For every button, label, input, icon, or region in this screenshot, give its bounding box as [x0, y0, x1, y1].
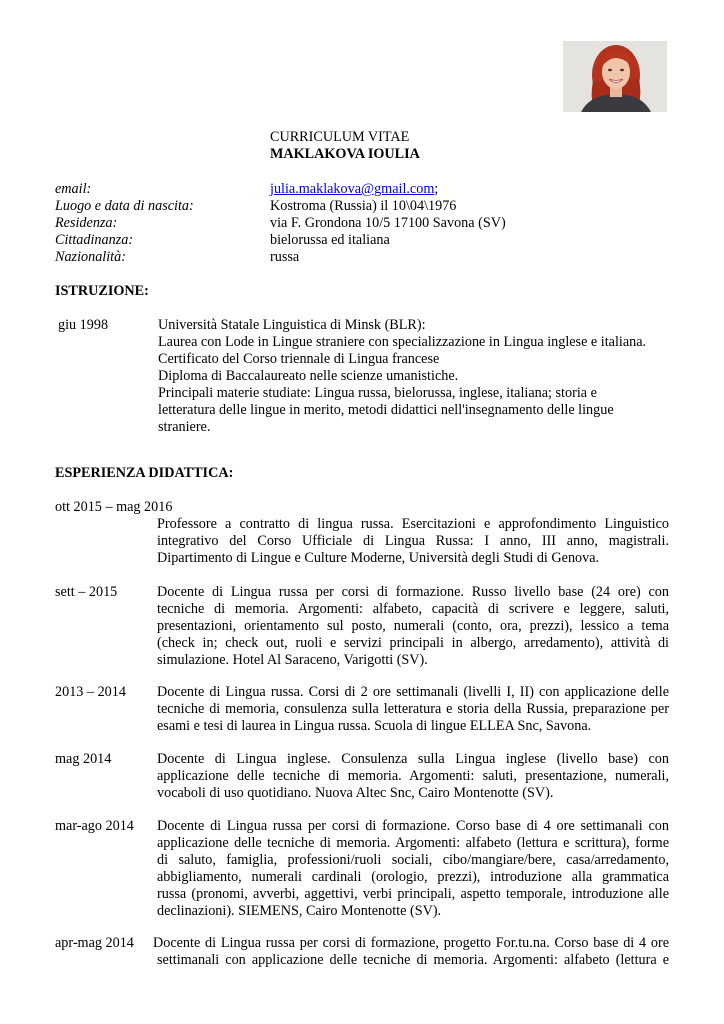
experience-line: presentazioni, orientamento sul posto, numerali (conto, ora, prezzi), lessico a tema [157, 618, 669, 634]
email-label: email: [55, 181, 92, 197]
experience-line: Docente di Lingua russa per corsi di formazione. Russo livello base (24 ore) con [157, 584, 669, 600]
experience-line: Docente di Lingua russa per corsi di formazione. Corso base di 4 ore settimanali con [157, 818, 669, 834]
education-heading: ISTRUZIONE: [55, 283, 149, 299]
experience-line: tecniche di memoria, consulenza sulla letteratura e storia della Russia, preparazione per [157, 701, 669, 717]
residence-value: via F. Grondona 10/5 17100 Savona (SV) [270, 215, 506, 231]
education-line: Diploma di Baccalaureato nelle scienze umanistiche. [158, 368, 459, 384]
experience-line: Docente di Lingua russa per corsi di formazione, progetto For.tu.na. Corso base di 4 ore [153, 935, 669, 951]
education-line: Certificato del Corso triennale di Lingua francese [158, 351, 440, 367]
experience-line: vocaboli di uso quotidiano. Nuova Altec Snc, Cairo Montenotte (SV). [157, 785, 554, 801]
education-date: giu 1998 [58, 317, 109, 333]
education-line: Principali materie studiate: Lingua russa, bielorussa, inglese, italiana; storia e [158, 385, 597, 401]
experience-line: abbigliamento, numerali cardinali (orologio, prezzi), introduzione alla grammatica [157, 869, 669, 885]
experience-date: apr-mag 2014 [55, 935, 134, 951]
birth-value: Kostroma (Russia) il 10\04\1976 [270, 198, 457, 214]
experience-line: declinazioni). SIEMENS, Cairo Montenotte (SV). [157, 903, 442, 919]
experience-entry [157, 684, 669, 735]
experience-line: esami e tesi di laurea in Lingua russa. Scuola di lingue ELLEA Snc, Savona. [157, 718, 592, 734]
education-details [158, 317, 646, 436]
nationality-label: Nazionalità: [55, 249, 126, 265]
candidate-name: MAKLAKOVA IOULIA [270, 146, 420, 162]
document-title: CURRICULUM VITAE [270, 129, 410, 145]
experience-entry [157, 584, 669, 669]
education-line: letteratura delle lingue in merito, metodi didattici nell'insegnamento delle lingue [158, 402, 614, 418]
citizenship-value: bielorussa ed italiana [270, 232, 390, 248]
experience-line: tecniche di memoria. Argomenti: alfabeto, capacità di scrivere e leggere, saluti, [157, 601, 669, 617]
education-line: straniere. [158, 419, 211, 435]
nationality-value: russa [270, 249, 300, 265]
email-link[interactable]: julia.maklakova@gmail.com [270, 181, 435, 197]
experience-entry [157, 516, 669, 567]
birth-label: Luogo e data di nascita: [55, 198, 194, 214]
experience-date: 2013 – 2014 [55, 684, 126, 700]
experience-line: integrativo del Corso Ufficiale di Lingua Russa: I anno, III anno, magistrali. [157, 533, 669, 549]
portrait-image [563, 41, 667, 112]
experience-line: Docente di Lingua russa. Corsi di 2 ore settimanali (livelli I, II) con applicazione delle [157, 684, 669, 700]
experience-entry [153, 935, 669, 969]
experience-heading: ESPERIENZA DIDATTICA: [55, 465, 234, 481]
experience-date: sett – 2015 [55, 584, 118, 600]
experience-line: simulazione. Hotel Al Saraceno, Varigotti (SV). [157, 652, 428, 668]
education-line: Laurea con Lode in Lingue straniere con specializzazione in Lingua inglese e italiana. [158, 334, 647, 350]
experience-line: Docente di Lingua inglese. Consulenza sulla Lingua inglese (livello base) con [157, 751, 669, 767]
experience-date: mar-ago 2014 [55, 818, 134, 834]
experience-line: russa (pronomi, avverbi, aggettivi, verbi principali, aspetto temporale, introduzione alle [157, 886, 669, 902]
experience-line: applicazione delle tecniche di memoria. Argomenti: saluti, presentazione, numerali, [157, 768, 669, 784]
experience-date: mag 2014 [55, 751, 112, 767]
citizenship-label: Cittadinanza: [55, 232, 134, 248]
residence-label: Residenza: [55, 215, 118, 231]
experience-date: ott 2015 – mag 2016 [55, 499, 173, 515]
experience-line: di saluto, famiglia, professioni/ruoli sociali, cibo/mangiare/bere, casa/arredamento, [157, 852, 669, 868]
experience-line: Dipartimento di Lingue e Culture Moderne, Università degli Studi di Genova. [157, 550, 600, 566]
experience-line: settimanali con applicazione delle tecniche di memoria. Argomenti: alfabeto (lettura e [157, 952, 669, 968]
experience-line: applicazione delle tecniche di memoria. Argomenti: alfabeto (lettura e scrittura), forme [157, 835, 669, 851]
experience-entry [157, 818, 669, 920]
experience-entry [157, 751, 669, 802]
education-line: Università Statale Linguistica di Minsk (BLR): [158, 317, 426, 333]
experience-line: (check in; check out, ruoli e servizi principali in albergo, arredamento), attività di [157, 635, 669, 651]
profile-photo [563, 41, 667, 112]
email-suffix: ; [434, 181, 439, 197]
email-value [270, 181, 438, 198]
experience-line: Professore a contratto di lingua russa. Esercitazioni e approfondimento Linguistico [157, 516, 669, 532]
